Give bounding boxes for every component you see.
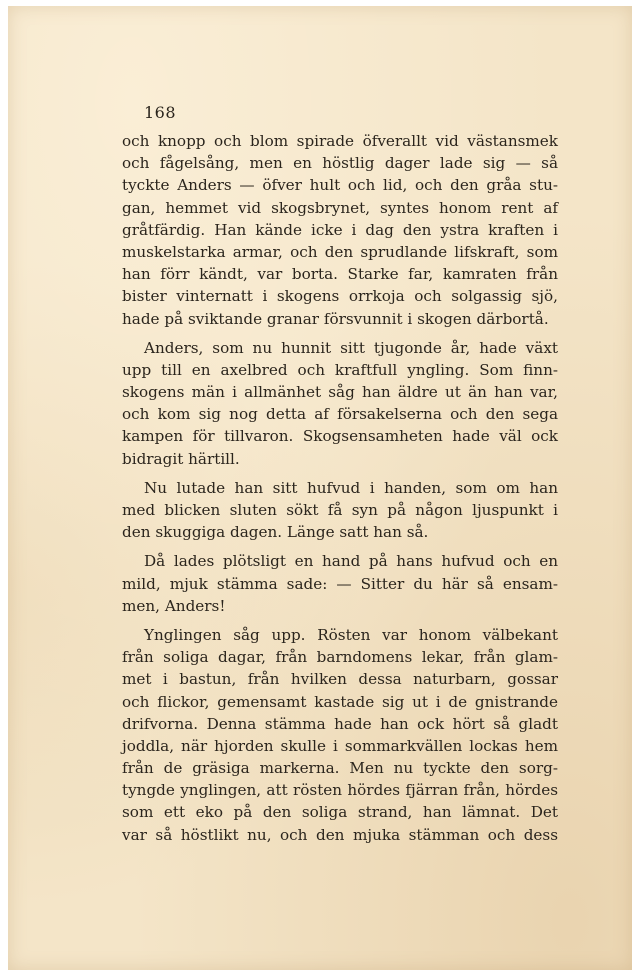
text-line: Då lades plötsligt en hand på hans hufvud och en [144,552,558,571]
text-line: och fågelsång, men en höstlig dager lade sig — så [122,154,558,173]
text-line: och kom sig nog detta af försakelserna och den sega [122,405,558,424]
page-number: 168 [144,103,177,122]
paragraph-3 [122,477,558,544]
text-line: bidragit härtill. [122,449,240,468]
text-line: och flickor, gemensamt kastade sig ut i de gnistrande [122,692,558,711]
text-line: skogens män i allmänhet såg han äldre ut än han var, [122,383,558,402]
book-page [8,6,632,970]
text-line: och knopp och blom spirade öfverallt vid västansmek [122,132,558,150]
text-line: Nu lutade han sitt hufvud i handen, som om han [144,478,558,497]
text-line: den skuggiga dagen. Länge satt han så. [122,523,429,542]
text-line: från de gräsiga markerna. Men nu tyckte den sorg- [122,759,558,778]
text-line: muskelstarka armar, och den sprudlande lifskraft, som [122,242,558,261]
text-line: han förr kändt, var borta. Starke far, kamraten från [122,265,558,284]
text-line: från soliga dagar, från barndomens lekar, från glam- [122,648,558,667]
text-line: bister vinternatt i skogens orrkoja och solgassig sjö, [122,287,558,306]
paragraph-1 [122,130,558,330]
text-line: tyngde ynglingen, att rösten hördes fjärran från, hördes [122,781,558,800]
paragraph-2 [122,337,558,470]
text-line: tyckte Anders — öfver hult och lid, och den gråa stu- [122,176,558,195]
text-line: med blicken sluten sökt få syn på någon ljuspunkt i [122,501,558,519]
text-line: som ett eko på den soliga strand, han lämnat. Det [122,803,558,822]
text-line: gan, hemmet vid skogsbrynet, syntes honom rent af [122,198,558,217]
text-line: Ynglingen såg upp. Rösten var honom välbekant [144,625,558,644]
body-text [122,130,558,853]
text-line: kampen för tillvaron. Skogsensamheten hade väl ock [122,427,558,446]
text-line: hade på sviktande granar försvunnit i skogen därbortå. [122,309,549,328]
text-line: Anders, som nu hunnit sitt tjugonde år, hade växt [144,338,558,357]
paragraph-5 [122,624,558,846]
text-line: drifvorna. Denna stämma hade han ock hört så gladt [122,714,558,733]
text-line: upp till en axelbred och kraftfull yngling. Som finn- [122,360,558,379]
paragraph-4 [122,550,558,617]
text-line: men, Anders! [122,596,226,615]
text-line: mild, mjuk stämma sade: — Sitter du här så ensam- [122,574,558,593]
text-line: gråtfärdig. Han kände icke i dag den ystra kraften i [122,220,558,239]
text-line: joddla, när hjorden skulle i sommarkvällen lockas hem [122,736,558,755]
text-line: var så höstlikt nu, och den mjuka stämman och dess [122,825,558,844]
text-line: met i bastun, från hvilken dessa naturbarn, gossar [122,670,558,689]
